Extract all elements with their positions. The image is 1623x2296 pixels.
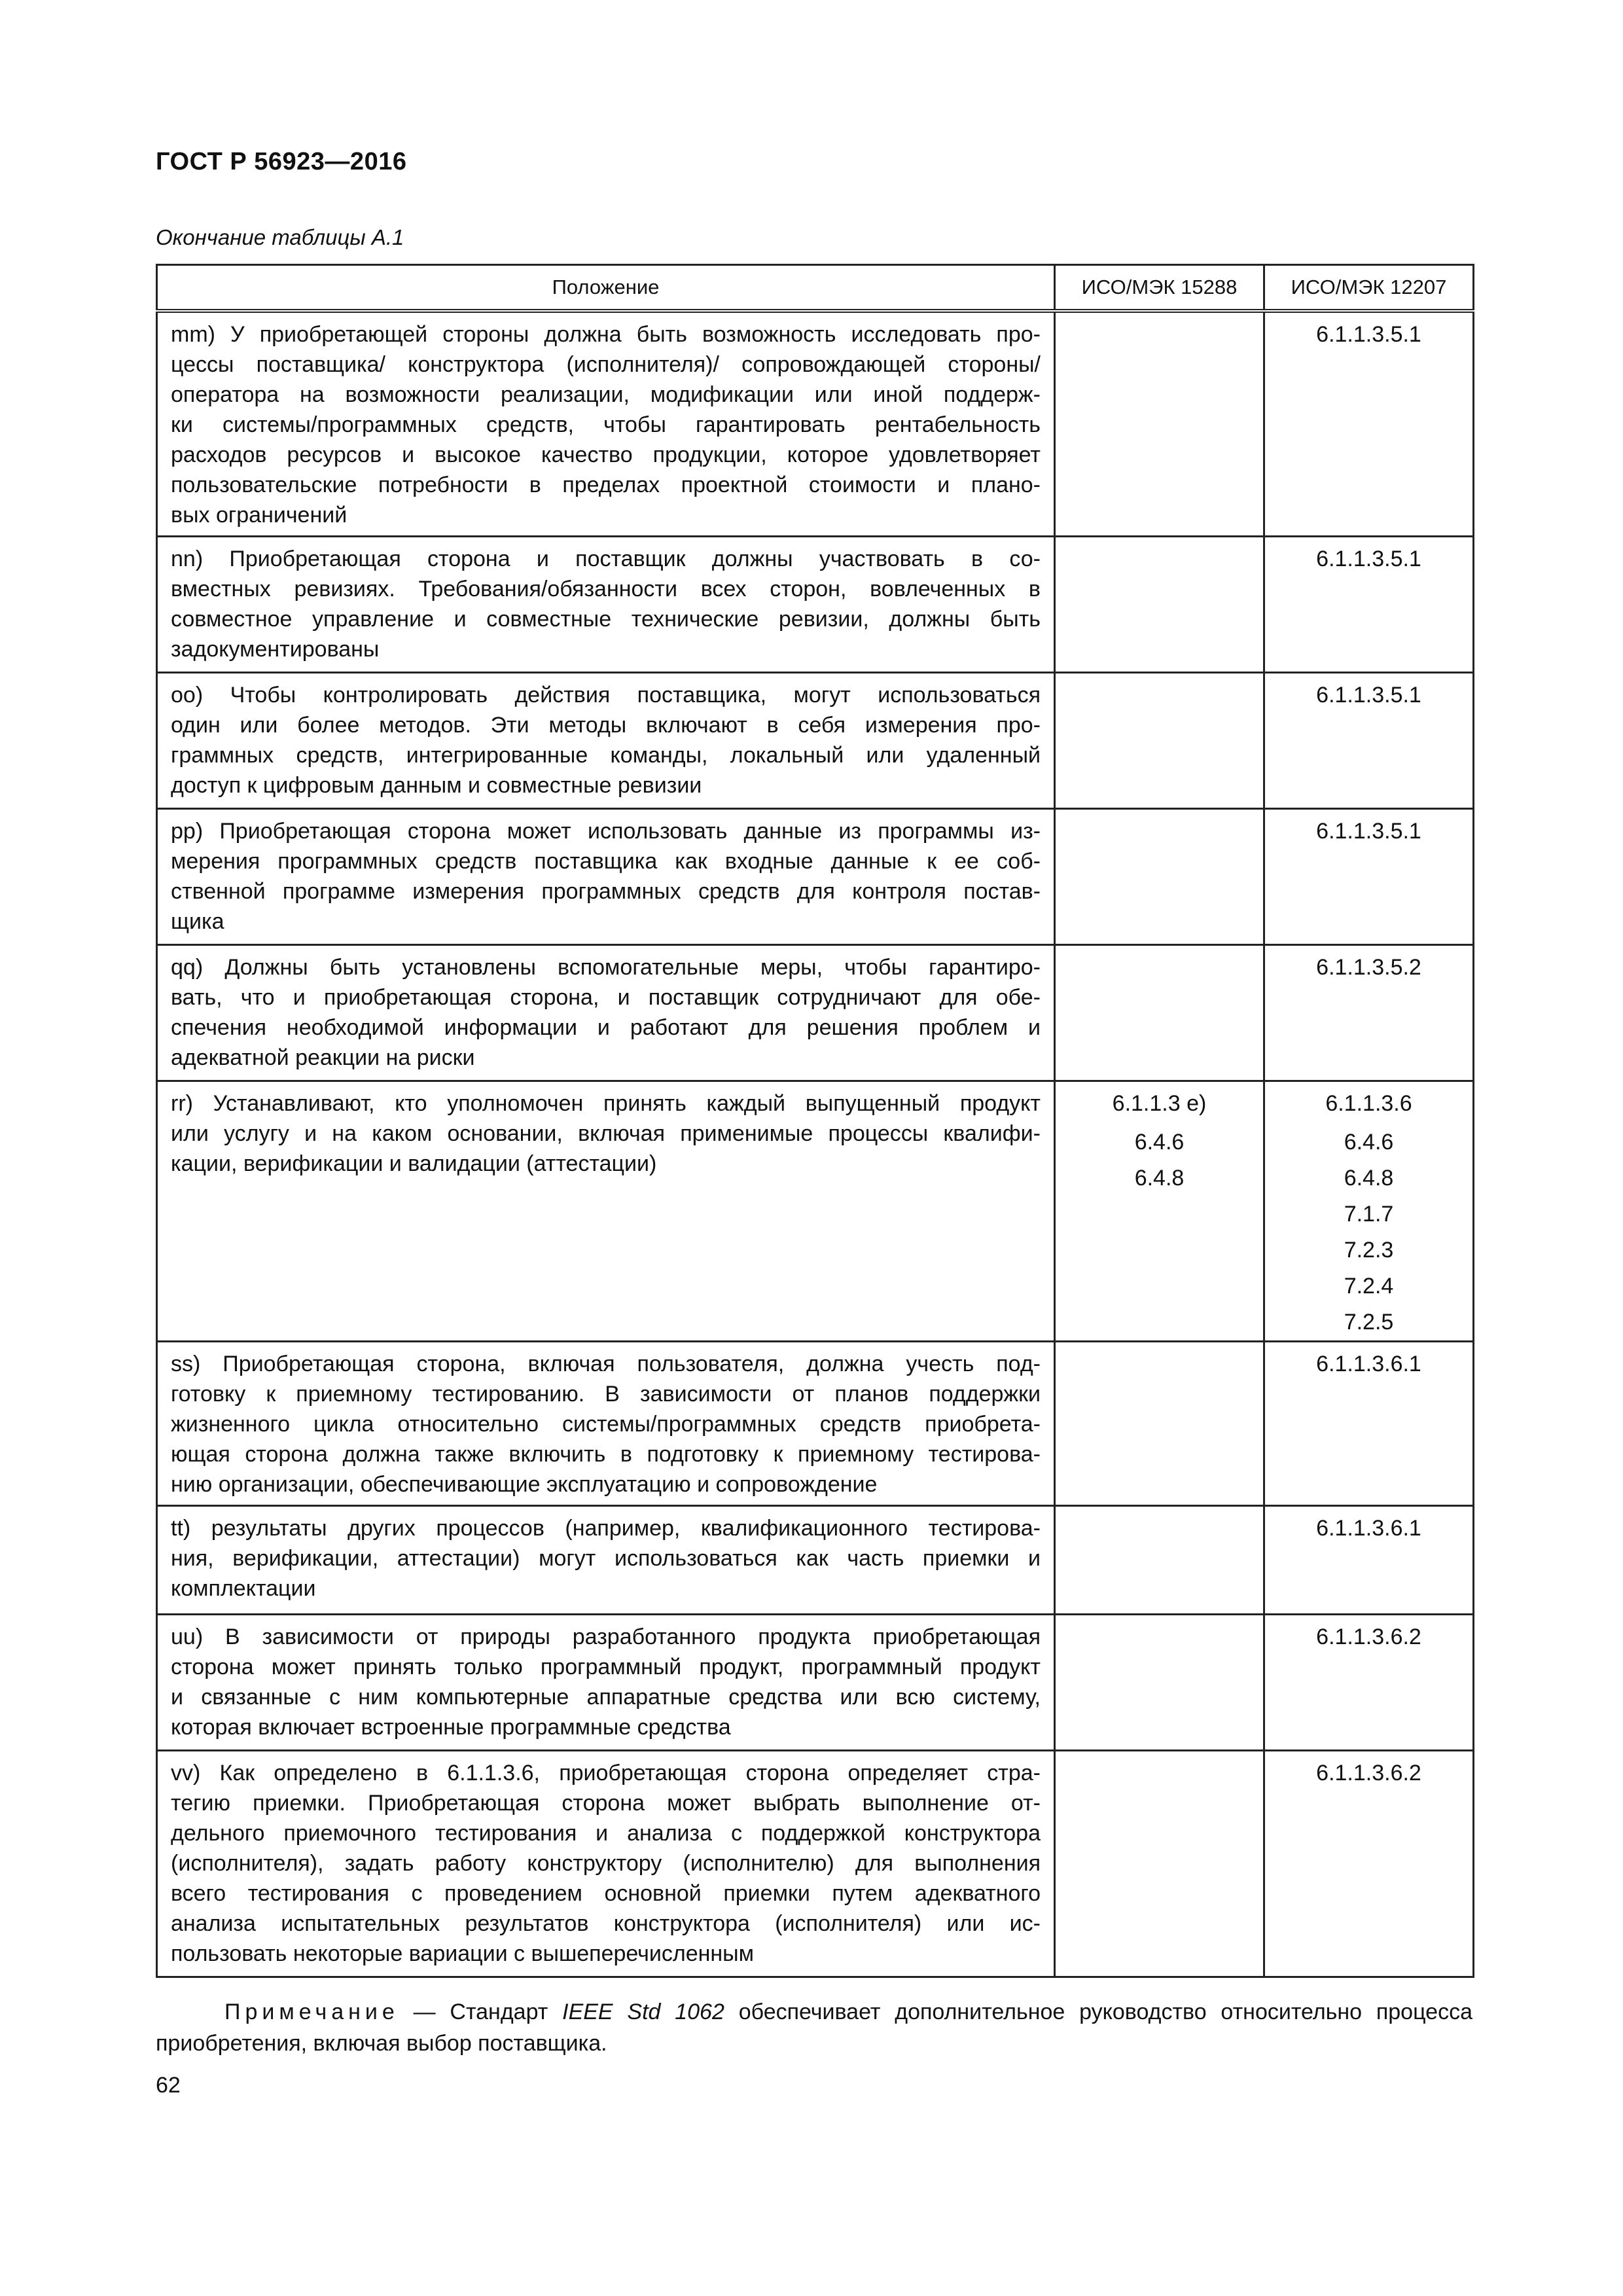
table-a1 (156, 264, 1474, 1978)
position-line: tt) результаты других процессов (например, квалификационного тестирова- (171, 1516, 1041, 1541)
position-line: nn) Приобретающая сторона и поставщик должны участвовать в со- (171, 547, 1041, 571)
iso15288-cell (1055, 1506, 1264, 1615)
table-body (157, 311, 1474, 1977)
clause-ref: 6.1.1.3.5.1 (1316, 322, 1421, 347)
clause-ref: 6.1.1.3.5.1 (1316, 819, 1421, 844)
table-row (157, 945, 1474, 1081)
position-cell (157, 1342, 1055, 1506)
position-cell (157, 1615, 1055, 1751)
table-caption: Окончание таблицы А.1 (156, 225, 404, 249)
table-row (157, 673, 1474, 809)
clause-ref: 7.1.7 (1344, 1202, 1394, 1227)
note-text: обеспечивает дополнительное руководство относительно процесса приобретения, включая выбор поставщика. (156, 2000, 1472, 2056)
position-cell (157, 537, 1055, 673)
clause-ref: 6.4.6 (1344, 1130, 1394, 1155)
position-line: щика (171, 909, 224, 934)
iso12207-cell (1264, 537, 1474, 673)
clause-ref: 6.1.1.3.5.2 (1316, 955, 1421, 980)
position-line: vv) Как определено в 6.1.1.3.6, приобретающая сторона определяет стра- (171, 1761, 1041, 1785)
clause-ref: 6.1.1.3.5.1 (1316, 683, 1421, 708)
iso12207-cell (1264, 945, 1474, 1081)
page-number: 62 (156, 2073, 181, 2098)
position-line: пользовательские потребности в пределах проектной стоимости и плано- (171, 473, 1041, 497)
clause-ref: 6.1.1.3.6.1 (1316, 1516, 1421, 1541)
clause-ref: 6.1.1.3.6.2 (1316, 1624, 1421, 1649)
note-dash: — Стандарт (399, 2000, 563, 2024)
position-line: вать, что и приобретающая сторона, и поставщик сотрудничают для обе- (171, 985, 1041, 1010)
note-standard-ref: IEEE Std 1062 (562, 2000, 724, 2024)
note-label: Примечание (224, 2000, 399, 2024)
position-line: адекватной реакции на риски (171, 1045, 475, 1070)
position-line: граммных средств, интегрированные команды, локальный или удаленный (171, 743, 1041, 768)
position-line: которая включает встроенные программные средства (171, 1715, 731, 1740)
position-line: мерения программных средств поставщика как входные данные к ее соб- (171, 849, 1041, 874)
position-line: uu) В зависимости от природы разработанного продукта приобретающая (171, 1624, 1041, 1649)
position-line: qq) Должны быть установлены вспомогательные меры, чтобы гарантиро- (171, 955, 1041, 980)
table-row (157, 1751, 1474, 1977)
position-line: тегию приемки. Приобретающая сторона может выбрать выполнение от- (171, 1791, 1041, 1816)
position-cell (157, 1081, 1055, 1342)
iso15288-cell (1055, 673, 1264, 809)
position-line: задокументированы (171, 637, 380, 662)
position-cell (157, 809, 1055, 945)
position-line: ки системы/программных средств, чтобы гарантировать рентабельность (171, 412, 1041, 437)
position-line: pp) Приобретающая сторона может использовать данные из программы из- (171, 819, 1041, 844)
position-line: ственной программе измерения программных средств для контроля постав- (171, 879, 1041, 904)
iso15288-cell (1055, 537, 1264, 673)
position-line: вместных ревизиях. Требования/обязанности всех сторон, вовлеченных в (171, 577, 1041, 601)
position-line: один или более методов. Эти методы включают в себя измерения про- (171, 713, 1041, 738)
table-header-row (157, 265, 1474, 312)
iso12207-cell (1264, 1615, 1474, 1751)
column-header-iso15288: ИСО/МЭК 15288 (1055, 265, 1264, 312)
column-header-iso12207: ИСО/МЭК 12207 (1264, 265, 1474, 312)
position-line: вых ограничений (171, 503, 348, 528)
clause-ref: 7.2.5 (1344, 1310, 1394, 1335)
clause-ref: 6.4.8 (1134, 1166, 1185, 1191)
position-line: расходов ресурсов и высокое качество продукции, которое удовлетворяет (171, 442, 1041, 467)
position-line: оо) Чтобы контролировать действия поставщика, могут использоваться (171, 683, 1041, 708)
position-line: или услугу и на каком основании, включая применимые процессы квалифи- (171, 1121, 1041, 1146)
table-row (157, 809, 1474, 945)
iso15288-cell (1055, 311, 1264, 537)
position-cell (157, 945, 1055, 1081)
position-line: совместное управление и совместные технические ревизии, должны быть (171, 607, 1041, 632)
iso12207-cell (1264, 809, 1474, 945)
position-line: оператора на возможности реализации, модификации или иной поддерж- (171, 382, 1041, 407)
table-row (157, 1342, 1474, 1506)
position-cell (157, 311, 1055, 537)
table-note (156, 1996, 1472, 2059)
clause-ref: 6.1.1.3.6.2 (1316, 1761, 1421, 1785)
clause-ref: 6.1.1.3.5.1 (1316, 547, 1421, 571)
position-cell (157, 1506, 1055, 1615)
iso15288-cell (1055, 1751, 1264, 1977)
clause-ref: 7.2.3 (1344, 1238, 1394, 1263)
position-line: сторона может принять только программный продукт, программный продукт (171, 1655, 1041, 1679)
position-line: ния, верификации, аттестации) могут использоваться как часть приемки и (171, 1546, 1041, 1571)
position-line: доступ к цифровым данным и совместные ревизии (171, 773, 702, 798)
position-line: цессы поставщика/ конструктора (исполнителя)/ сопровождающей стороны/ (171, 352, 1041, 377)
table-row (157, 1081, 1474, 1342)
position-cell (157, 673, 1055, 809)
column-header-position: Положение (157, 265, 1055, 312)
table-row (157, 537, 1474, 673)
position-line: готовку к приемному тестированию. В зависимости от планов поддержки (171, 1382, 1041, 1407)
iso12207-cell (1264, 311, 1474, 537)
position-line: жизненного цикла относительно системы/программных средств приобрета- (171, 1412, 1041, 1437)
position-line: ss) Приобретающая сторона, включая пользователя, должна учесть под- (171, 1352, 1041, 1376)
iso12207-cell (1264, 1342, 1474, 1506)
position-line: нию организации, обеспечивающие эксплуатацию и сопровождение (171, 1472, 878, 1497)
position-line: комплектации (171, 1576, 316, 1601)
position-line: всего тестирования с проведением основной приемки путем адекватного (171, 1881, 1041, 1906)
position-cell (157, 1751, 1055, 1977)
iso12207-cell (1264, 673, 1474, 809)
position-line: (исполнителя), задать работу конструктору (исполнителю) для выполнения (171, 1851, 1041, 1876)
iso15288-cell (1055, 1342, 1264, 1506)
table-row (157, 311, 1474, 537)
position-line: спечения необходимой информации и работают для решения проблем и (171, 1015, 1041, 1040)
position-line: ющая сторона должна также включить в подготовку к приемному тестирова- (171, 1442, 1041, 1467)
position-line: кации, верификации и валидации (аттестации) (171, 1151, 657, 1176)
table-row (157, 1506, 1474, 1615)
table-row (157, 1615, 1474, 1751)
iso15288-cell (1055, 945, 1264, 1081)
position-line: и связанные с ним компьютерные аппаратные средства или всю систему, (171, 1685, 1041, 1710)
position-line: rr) Устанавливают, кто уполномочен принять каждый выпущенный продукт (171, 1091, 1041, 1116)
position-line: mm) У приобретающей стороны должна быть возможность исследовать про- (171, 322, 1041, 347)
iso12207-cell (1264, 1751, 1474, 1977)
clause-ref: 6.1.1.3.6.1 (1316, 1352, 1421, 1376)
iso15288-cell (1055, 1081, 1264, 1342)
standard-code: ГОСТ Р 56923—2016 (156, 148, 407, 175)
iso15288-cell (1055, 1615, 1264, 1751)
clause-ref: 7.2.4 (1344, 1274, 1394, 1299)
iso12207-cell (1264, 1506, 1474, 1615)
clause-ref: 6.4.6 (1134, 1130, 1185, 1155)
position-line: анализа испытательных результатов конструктора (исполнителя) или ис- (171, 1911, 1041, 1936)
clause-ref: 6.4.8 (1344, 1166, 1394, 1191)
position-line: пользовать некоторые вариации с вышеперечисленным (171, 1941, 754, 1966)
iso12207-cell (1264, 1081, 1474, 1342)
position-line: дельного приемочного тестирования и анализа с поддержкой конструктора (171, 1821, 1041, 1846)
clause-ref: 6.1.1.3.6 (1325, 1091, 1412, 1116)
clause-ref: 6.1.1.3 e) (1112, 1091, 1207, 1116)
iso15288-cell (1055, 809, 1264, 945)
